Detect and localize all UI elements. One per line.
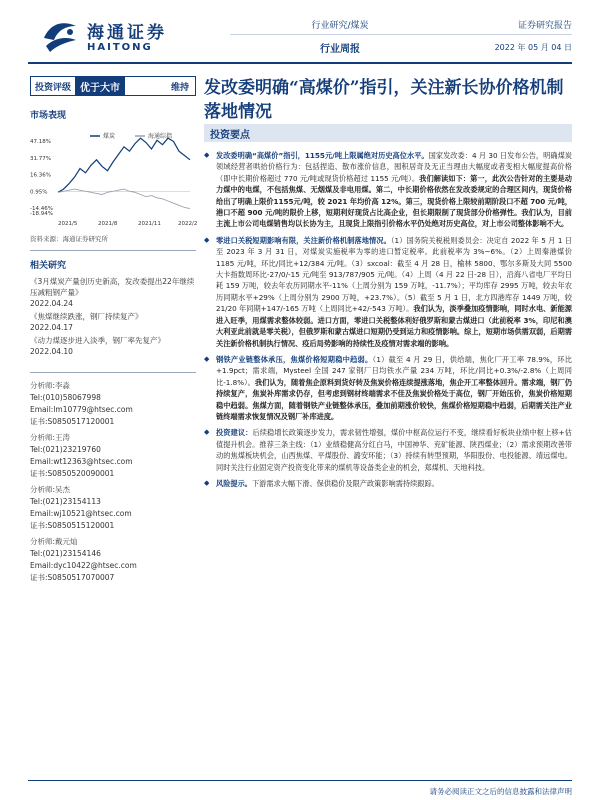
analyst-card [30,432,198,480]
analyst-name: 分析师:李淼 [30,381,71,390]
related-item-title[interactable]: 《3月煤炭产量创历史新高，发改委提出22年继续压减粗钢产量》 [30,277,195,297]
analyst-cert: 证书:S0850517120001 [30,417,115,426]
report-date: 2022 年 05 月 04 日 [494,43,572,52]
key-point-lead: 发改委明确“高煤价”指引，1155元/吨上限属绝对历史高位水平。 [216,151,429,160]
related-item-title[interactable]: 《焦煤继续跌涨，钢厂持续复产》 [30,312,143,321]
key-point-conclusion: 我们认为，淡季叠加疫情影响，同时水电、新能源进入旺季，用煤需求整体较弱。进口方面，零进口关税整体利好俄罗斯和蒙古煤进口（此前税率 3%，印尼和澳大利亚此前就是零关税），但俄罗斯和蒙古煤进口短期仍受到运力和疫情影响。综上，短期市场供需双弱，后期需关注新价格机制执行情况、疫后局势影响的持续性及疫情对需求端的影响。 [216,304,572,348]
report-category: 行业研究/煤炭 [311,21,369,31]
related-list [30,276,198,359]
logo-cn-text: 海通证券 [87,23,167,43]
analyst-tel: Tel:(021)23219760 [30,445,101,454]
section-title: 投资要点 [210,130,250,141]
x-tick-label: 2021/8 [98,221,118,227]
footer-disclaimer: 请务必阅读正文之后的信息披露和法律声明 [429,787,572,796]
market-title: 市场表现 [30,111,67,121]
key-point-conclusion: 我们认为，随着焦企原料到货好转及焦炭价格连续提涨落地，焦企开工率整体回升。需求端，钢厂仍持续复产，焦炭补库需求仍存，但考虑到钢材终端需求不佳及焦炭价格处于高位，钢厂开始压价，焦炭价格短期稳中趋弱。焦煤方面，随着钢铁产业链整体承压，叠加前期涨价较快，焦煤价格短期稳中趋弱，后期需关注产业链终端需求恢复情况及钢厂补库进度。 [216,377,572,421]
analyst-email[interactable]: Email:wj10521@htsec.com [30,509,132,518]
article-body [204,150,572,494]
legend-label: 煤炭 [103,133,116,140]
related-item-date: 2022.04.17 [30,323,73,332]
y-tick-label: 31.77% [30,155,51,162]
section-header [204,124,572,142]
key-point-text: 国家发改委：4 月 30 日发布公告，明确煤炭领域经营者哄抬价格行为：包括捏造、散布涨价信息，囤积居奇及无正当理由大幅度或者变相大幅度提高价格（即中长期价格超过 770 元/吨或现货价格超过 1155 元/吨）。 [216,151,572,183]
logo-en-text: HAITONG [87,42,153,53]
key-point-lead: 风险提示。 [216,478,252,488]
header-divider [230,34,572,35]
analyst-tel: Tel:(010)58067998 [30,393,101,402]
market-performance-chart [30,130,198,230]
analyst-email[interactable]: Email:dyc10422@htsec.com [30,561,137,570]
y-tick-label: 47.18% [30,139,51,146]
report-title: 发改委明确“高煤价”指引，关注新长协价格机制落地情况 [204,78,564,122]
rating-status: 维持 [170,82,189,93]
related-title: 相关研究 [30,261,67,271]
analyst-card [30,380,198,428]
analyst-cert: 证书:S0850515120001 [30,521,115,530]
analyst-email[interactable]: Email:lm10779@htsec.com [30,405,133,414]
related-item[interactable] [30,311,198,333]
analyst-cert: 证书:S0850520090001 [30,469,115,478]
investment-rating [30,76,196,96]
series-line [58,189,190,209]
key-point-text: （1）截至 4 月 29 日，供给端，焦化厂开工率 78.9%，环比+1.9pct；需求端，Mysteel 全国 247 家钢厂日均铁水产量 234 万吨，环比/同比+0.3%/-2.8%（上周同比-1.8%）。 [216,354,572,387]
bullet-icon: ◆ [204,428,210,437]
y-tick-label: -14.46% [30,205,53,212]
key-point [204,235,572,349]
left-divider [30,250,196,251]
y-tick-label: -18.94% [30,210,53,217]
bullet-icon: ◆ [204,478,210,487]
related-item-date: 2022.04.10 [30,347,73,356]
related-item-date: 2022.04.24 [30,299,73,308]
key-point-text: 下游需求大幅下滑、保供稳价及限产政策影响需持续跟踪。 [251,478,439,488]
related-item-title[interactable]: 《动力煤逐步进入淡季，钢厂率先复产》 [30,336,165,345]
footer-rule [28,780,572,781]
x-tick-label: 2021/5 [58,221,78,227]
analyst-name: 分析师:王涛 [30,433,71,442]
key-point [204,150,572,230]
series-line [58,138,190,192]
report-type: 行业周报 [320,44,360,55]
analyst-list [30,380,198,588]
chart-source: 资料来源：海通证券研究所 [30,235,108,243]
analyst-cert: 证书:S0850517070007 [30,573,115,582]
x-tick-label: 2021/11 [138,221,161,227]
analyst-name: 分析师:吴杰 [30,485,71,494]
y-tick-label: 0.95% [30,189,48,196]
analyst-name: 分析师:戴元灿 [30,537,78,546]
key-point-lead: 钢铁产业链整体承压，焦煤价格短期稳中趋弱。 [216,354,373,364]
key-point [204,478,572,489]
rating-value: 优于大市 [75,77,125,95]
key-point-lead: 投资建议： [216,428,253,438]
key-point [204,427,572,473]
left-divider [30,372,196,373]
x-tick-label: 2022/2 [178,221,198,227]
report-kind: 证券研究报告 [517,21,572,31]
bullet-icon: ◆ [204,151,210,159]
related-item[interactable] [30,276,198,309]
analyst-card [30,484,198,532]
analyst-tel: Tel:(021)23154146 [30,549,101,558]
key-point-lead: 零进口关税短期影响有限，关注新价格机制落地情况。 [216,235,391,245]
rating-label: 投资评级 [35,82,72,93]
key-point-text: 后续稳增长政策逐步发力，需求韧性增强，煤价中枢高位运行不变，继续看好板块业绩中枢上移+估值提升机会。推荐三条主线：（1）业绩稳健高分红白马，中国神华、兖矿能源、陕西煤业；（2）需求预期改善带动的焦煤板块机会，山西焦煤、平煤股份、潞安环能；（3）持续有转型预期，华阳股份、电投能源、靖远煤电。同时关注行业固定资产投资变化带来的煤机等设备类企业的机会，郑煤机、天地科技。 [216,428,572,472]
header-rule [28,62,572,64]
bullet-icon: ◆ [204,354,210,363]
related-item[interactable] [30,335,198,357]
y-tick-label: 16.36% [30,172,51,179]
analyst-email[interactable]: Email:wt12363@htsec.com [30,457,133,466]
company-logo [40,16,190,58]
key-point [204,354,572,422]
key-point-text: （1）国务院关税税则委员会：决定自 2022 年 5 月 1 日至 2023 年 3 月 31 日，对煤炭实施税率为零的进口暂定税率。此前税率为 3%~6%。（2）上周秦港煤价 1185 元/吨，环比/同比+12/384 元/吨。（3）sxcoal：截至 4 月 28 日，榆林 5800、鄂尔多斯及大同 5500 大卡指数周环比-27/0/-15 元/吨至 913/787/905 元/吨。（4）上周（4 月 22 日-28 日），沿海八省电厂平均日耗 159 万吨，较去年农历同期水平-11%（上周分别为 159 万吨，-11.7%）；平均库存 2995 万吨，较去年农历同期水平+29%（上周分别为 2900 万吨，+23.7%）。（5）截至 5 月 1 日，北方四港库存 1449 万吨，较 21/20 年同期+147/-165 万吨（上周同比+42/-543 万吨）。 [216,235,572,314]
key-point-conclusion: 我们解读如下：第一，此次公告针对的主要是动力煤中的电煤，不包括焦煤、无烟煤及非电用煤。第二，中长期价格依然在发改委规定的合理区间内，现货价格给出了明确上限价1155元/吨，较 2021 年均价高 12%。第三，现货价格上限较前期阶段口不超 700 元/吨，港口不超 900 元/吨的限价上移，短期利好现货占比高企业，但长期限制了现货部分价格弹性。我们认为，目前主流上市公司电煤销售均以长协为主，且现货上限指引价格水平仍处绝对历史高位，对上市公司整体影响不大。 [216,173,572,229]
legend-label: 海通综指 [148,133,173,140]
analyst-card [30,536,198,584]
logo-mark-icon [40,16,80,56]
analyst-tel: Tel:(021)23154113 [30,497,101,506]
bullet-icon: ◆ [204,235,210,244]
